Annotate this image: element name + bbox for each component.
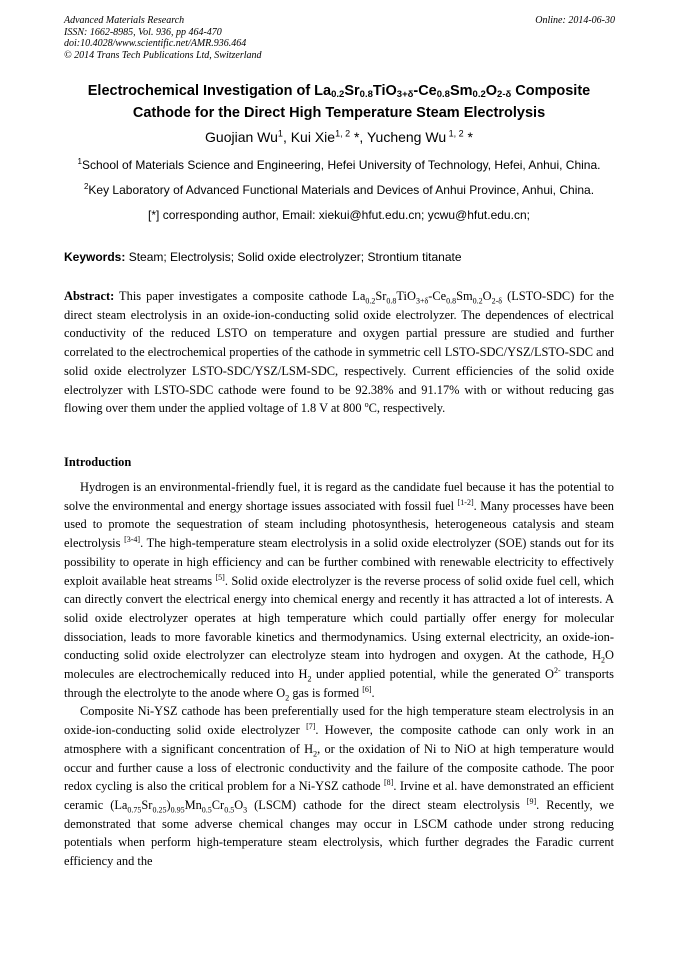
abstract: Abstract: This paper investigates a composite cathode $La_{0.2}Sr_{0.8}TiO_{3+\delta}-Ce_{0.8}Sm_{0.2}O_{2-\delta}$ (LSTO-SDC) for the direct steam electrolysis in an oxide-ion-conducting solid oxide electrolyzer. The dependences of electrical conductivity of the reduced LSTO on temperature and oxygen partial pressure are studied and further correlated to the electrochemical properties of the cathode in symmetric cell LSTO-SDC/YSZ/LSTO-SDC and solid oxide electrolyzer LSTO-SDC/YSZ/LSM-SDC, respectively. Current efficiencies of the solid oxide electrolyzer with LSTO-SDC cathode were found to be 92.38% and 91.17% with or without reducing gas flowing over them under the applied voltage of 1.8 V at 800 $^o$C, respectively. xyxy=(64,289,614,416)
copyright: © 2014 Trans Tech Publications Ltd, Switzerland xyxy=(64,49,262,61)
journal-name: Advanced Materials Research xyxy=(64,15,185,26)
section-heading-introduction: Introduction xyxy=(64,455,132,469)
citation: [5] xyxy=(215,572,225,582)
introduction-body xyxy=(64,478,614,871)
affiliation-1: $^1$School of Materials Science and Engineering, Hefei University of Technology, Hefei, Anhui, China. xyxy=(77,157,601,172)
title-line-2: Cathode for the Direct High Temperature Steam Electrolysis xyxy=(132,105,546,121)
affiliation-2: $^2$Key Laboratory of Advanced Functional Materials and Devices of Anhui Province, Anhui, China. xyxy=(83,182,595,197)
keywords xyxy=(64,250,462,264)
author-2: Kui Xie xyxy=(290,129,336,145)
paragraph: Hydrogen is an environmental-friendly fuel, it is regard as the candidate fuel because it has the potential to solve the environmental and energy shortage issues associated with fossil fuel [1-2]. Many processes have been used to promote the sequestration of steam including photosynthesis, heterogeneous catalysis and steam electrolysis [3-4]. The high-temperature steam electrolysis in a solid oxide electrolyzer (SOE) stands out for its possibility to operate in high efficiency and can be further combined with renewable electricity to effectively exploit available heat streams [5]. Solid oxide electrolyzer is the reverse process of solid oxide fuel cell, which can directly convert the electrical energy into chemical energy and recently it has attracted a lot of interests. A solid oxide electrolyzer operates at high temperature which could partially offer energy for molecular dissociation, leads to more favorable kinetics and thermodynamics. Using external electricity, an oxide-ion-conducting solid oxide electrolyzer can electrolyze steam into hydrogen and oxygen. At the cathode, $H_2O$ molecules are electrochemically reduced into $H_2$ under applied potential, while the generated $O^{2-}$ transports through the electrolyte to the anode where $O_2$ gas is formed [6]. xyxy=(64,480,615,703)
keywords-text: Steam; Electrolysis; Solid oxide electrolyzer; Strontium titanate xyxy=(125,250,462,264)
citation: [3-4] xyxy=(124,534,141,544)
citation: [6] xyxy=(362,684,372,694)
keywords-label: Keywords: xyxy=(64,250,126,264)
citation: [9] xyxy=(526,796,537,806)
citation: [7] xyxy=(306,722,316,732)
author-1: Guojian Wu xyxy=(205,129,278,145)
journal-header xyxy=(64,15,262,61)
doi: doi:10.4028/www.scientific.net/AMR.936.464 xyxy=(64,38,247,50)
citation: [8] xyxy=(384,778,394,788)
online-date: Online: 2014-06-30 xyxy=(535,15,615,26)
corresponding-author: [*] corresponding author, Email: xiekui@hfut.edu.cn; ycwu@hfut.edu.cn; xyxy=(148,208,530,222)
paper-title xyxy=(40,80,638,124)
title-line-1: Electrochemical Investigation of $La_{0.2}Sr_{0.8}TiO_{3+\delta}-Ce_{0.8}Sm_{0.2}O_{2-\delta}$ Composite xyxy=(87,83,591,100)
paragraph: Composite Ni-YSZ cathode has been preferentially used for the high temperature steam electrolysis in an oxide-ion-conducting solid oxide electrolyzer [7]. However, the composite cathode can only work in an atmosphere with a significant concentration of $H_2$, or the oxidation of Ni to NiO at high temperature would occur and further cause a loss of electronic conductivity and the failure of the composite cathode. The poor redox cycling is also the critical problem for a Ni-YSZ cathode [8]. Irvine et al. have demonstrated an efficient ceramic $(La_{0.75}Sr_{0.25})_{0.95}Mn_{0.5}Cr_{0.5}O_3$ (LSCM) cathode for the direct steam electrolysis [9]. Recently, we demonstrated that some adverse chemical changes may occur in LSCM cathode under strong reducing potentials when perform high-temperature steam electrolysis, which further degrades the Faradic current efficiency and the xyxy=(64,704,615,869)
author-3: Yucheng Wu xyxy=(366,129,447,145)
abstract-label: Abstract: xyxy=(64,289,115,303)
issn: ISSN: 1662-8985, Vol. 936, pp 464-470 xyxy=(64,26,222,38)
citation: [1-2] xyxy=(457,497,474,507)
author-list: Guojian Wu$^1$, Kui Xie$^{1, 2}$ *, Yucheng Wu $^{1, 2}$ * xyxy=(205,128,473,145)
